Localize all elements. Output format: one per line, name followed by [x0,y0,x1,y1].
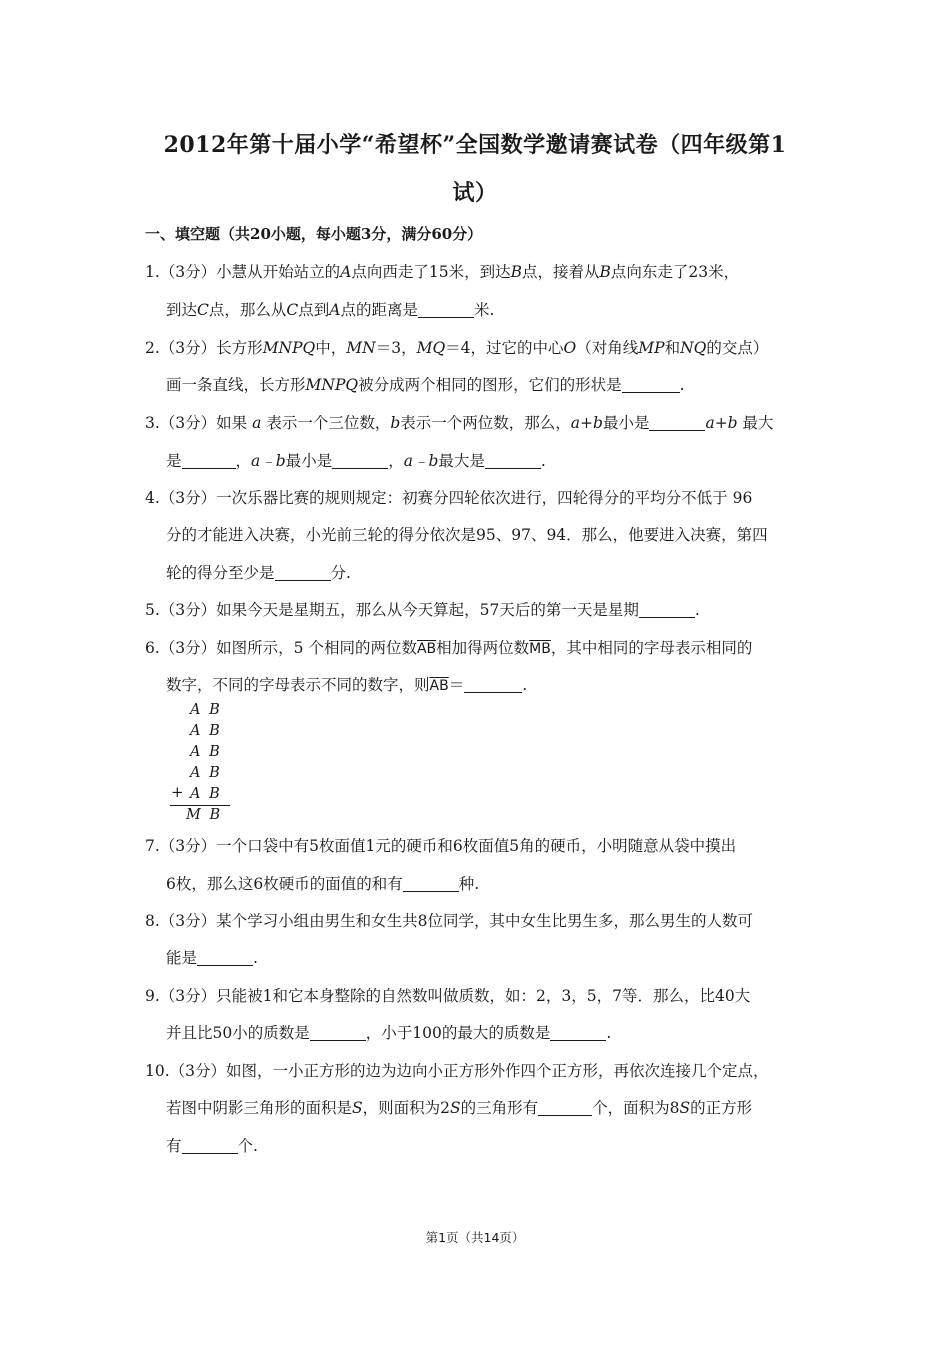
question-6-line-2: 数字，不同的字母表示不同的数字，则$\overline{AB}=$ . [166,676,528,694]
plus-sign: + [171,783,184,801]
question-9: 9.（3分）只能被1和它本身整除的自然数叫做质数，如：2，3，5，7等．那么，比40大 [145,987,751,1005]
answer-blank [332,453,388,470]
answer-blank [403,876,459,893]
question-4-line-2: 分的才能进入决赛，小光前三轮的得分依次是95、97、94．那么，他要进入决赛，第四 [166,526,768,544]
question-1: 1.（3分）小慧从开始站立的A点向西走了15米，到达B点，接着从B点向东走了23米， [145,263,740,281]
answer-blank [649,415,705,432]
question-7: 7.（3分）一个口袋中有5枚面值1元的硬币和6枚面值5角的硬币，小明随意从袋中摸出 [145,837,737,855]
answer-blank [197,950,253,967]
answer-blank [275,565,331,582]
answer-blank [464,677,522,694]
page-footer: 第1页（共14页） [425,1230,525,1245]
answer-blank [622,377,680,394]
question-8-line-2: 能是 . [166,949,258,967]
answer-blank [639,602,695,619]
section-heading: 一、填空题（共20小题，每小题3分，满分60分） [145,225,483,243]
question-2-line-2: 画一条直线，长方形MNPQ被分成两个相同的图形，它们的形状是 . [166,376,685,394]
sum-line [170,805,230,806]
addend-row: A B [190,744,222,760]
answer-blank [538,1100,592,1117]
sum-row: M B [186,807,223,823]
question-4-line-3: 轮的得分至少是 分. [166,564,351,582]
page-title-line-2: 试） [452,180,498,206]
question-9-line-2: 并且比50小的质数是 ，小于100的最大的质数是 . [166,1024,612,1042]
question-7-line-2: 6枚，那么这6枚硬币的面值的和有 种. [166,875,480,893]
question-10: 10.（3分）如图，一小正方形的边为边向小正方形外作四个正方形，再依次连接几个定点， [145,1062,769,1080]
addend-row: A B [190,786,222,802]
question-1-line-2: 到达C点，那么从C点到A点的距离是 米. [166,301,495,319]
addend-row: A B [190,723,222,739]
page-title-line-1: 2012年第十届小学“希望杯”全国数学邀请赛试卷（四年级第1 [163,132,787,158]
question-4: 4.（3分）一次乐器比赛的规则规定：初赛分四轮依次进行，四轮得分的平均分不低于 96 [145,489,753,507]
addend-row: A B [190,702,222,718]
answer-blank [418,302,474,319]
question-10-line-3: 有 个. [166,1137,258,1155]
answer-blank [310,1025,366,1042]
question-3-line-2: 是 ，a﹣b最小是 ，a﹣b最大是 . [166,452,546,470]
answer-blank [182,1138,238,1155]
answer-blank [182,453,236,470]
answer-blank [550,1025,606,1042]
addend-row: A B [190,765,222,781]
question-2: 2.（3分）长方形MNPQ中，MN＝3，MQ＝4，过它的中心O（对角线MP和NQ的交点） [145,339,769,357]
question-6: 6.（3分）如图所示，5 个相同的两位数$\overline{AB}$相加得两位数$\overline{MB}$，其中相同的字母表示相同的 [145,639,753,657]
question-5: 5.（3分）如果今天是星期五，那么从今天算起，57天后的第一天是星期 . [145,601,700,619]
question-3: 3.（3分）如果 a 表示一个三位数，b表示一个两位数，那么，a+b最小是 a+b 最大 [145,414,774,432]
question-10-line-2: 若图中阴影三角形的面积是S，则面积为2S的三角形有 个，面积为8S的正方形 [166,1099,753,1117]
question-8: 8.（3分）某个学习小组由男生和女生共8位同学，其中女生比男生多，那么男生的人数可 [145,912,754,930]
answer-blank [485,453,541,470]
